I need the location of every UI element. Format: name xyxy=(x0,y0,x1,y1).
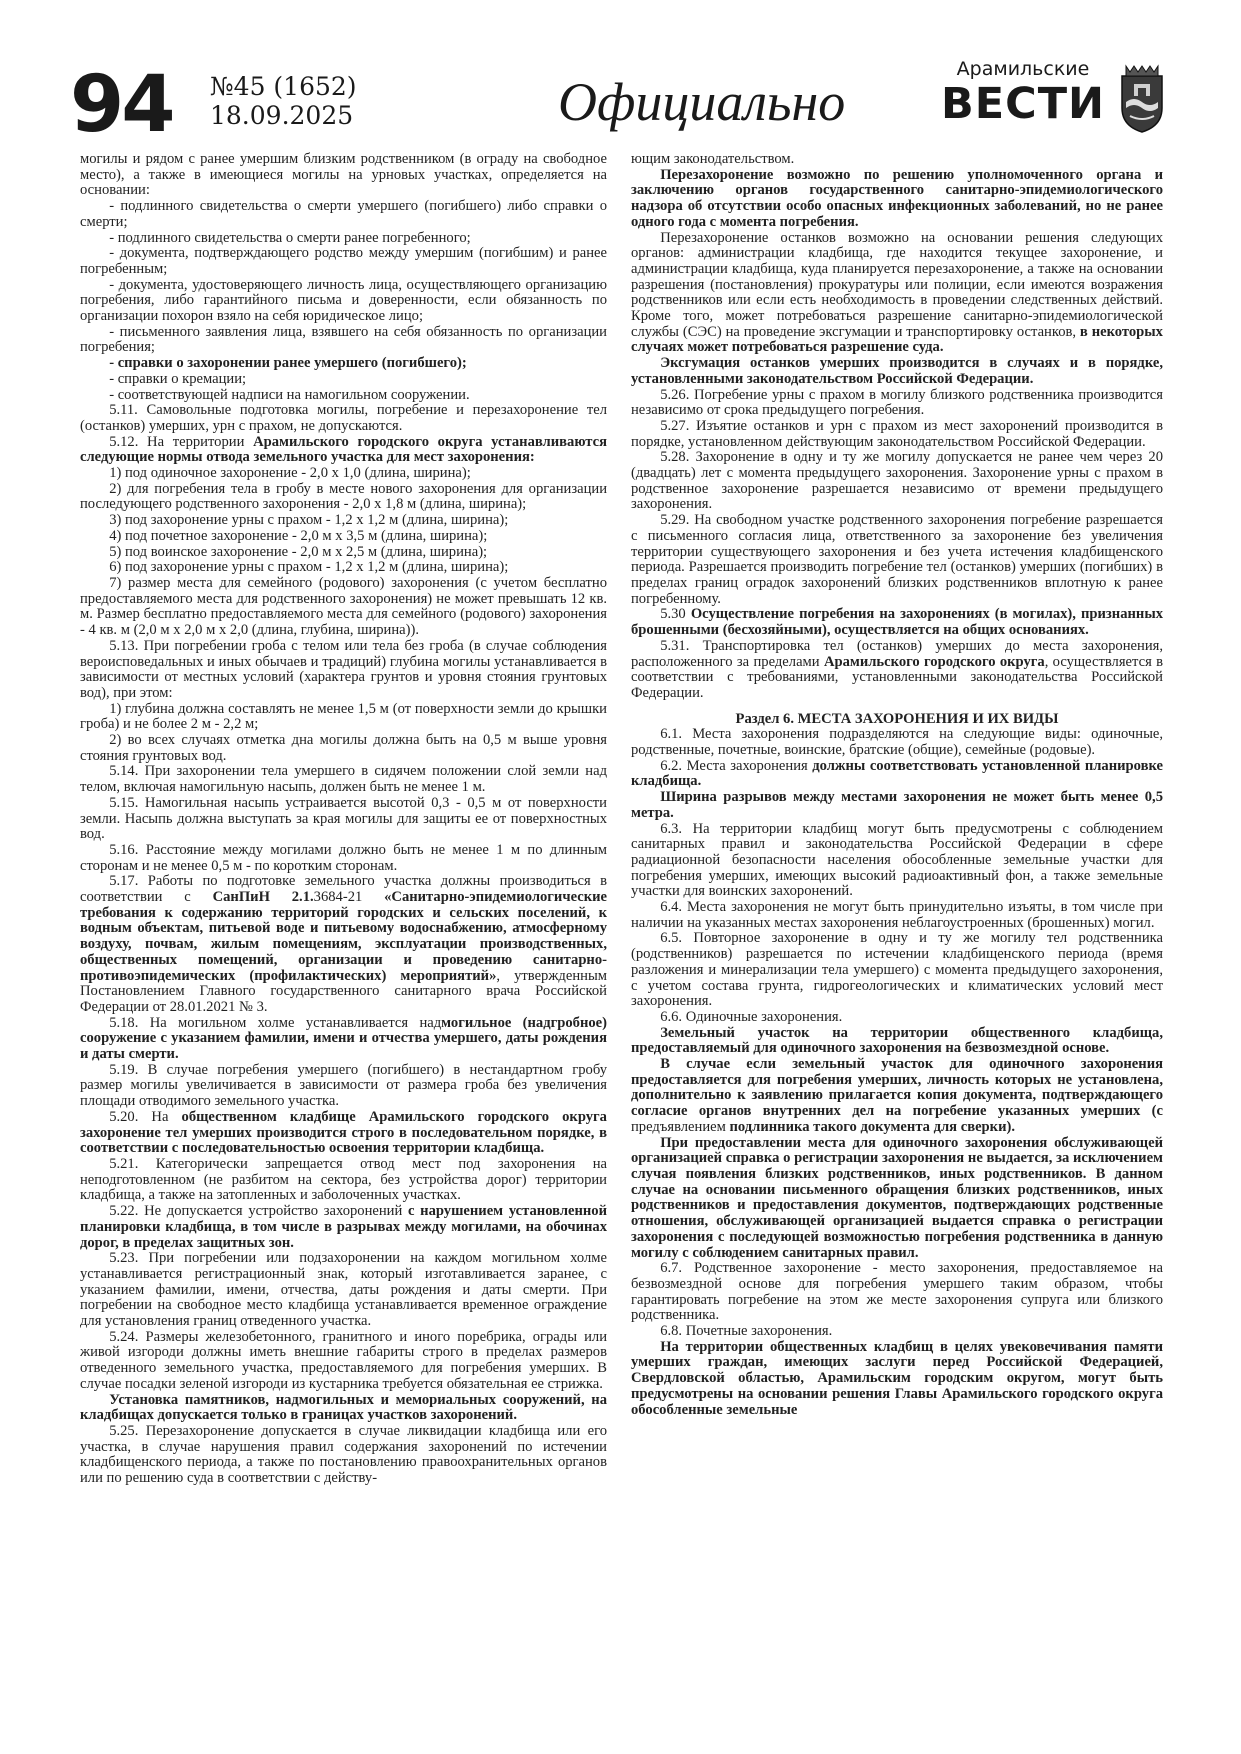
paragraph-emphasis: в некоторых случаях может потребоваться разрешение суда. xyxy=(631,323,1163,356)
paragraph-text: 5.30 xyxy=(660,606,691,623)
paragraph-text: Установка памятников, надмогильных и мемориальных сооружений, на кладбищах допускается только в границах участков захоронений. xyxy=(80,1391,607,1424)
paragraph-text: 5.15. Намогильная насыпь устраивается высотой 0,3 - 0,5 м от поверхности земли. Насыпь должна выступать за края могилы для защиты ее от поверхностных вод. xyxy=(80,794,607,843)
city-coat-of-arms-icon xyxy=(1118,62,1166,134)
paragraph xyxy=(80,278,607,325)
paragraph xyxy=(631,356,1163,387)
paragraph xyxy=(80,843,607,874)
paragraph-text: 5.25. Перезахоронение допускается в случае ликвидации кладбища или его участка, в случае нарушения правил содержания захоронений по истечении кладбищенского периода, а также по постановлению правоохранительных органов или по решению суда в соответствии с действу- xyxy=(80,1422,607,1487)
paragraph-text: 5.28. Захоронение в одну и ту же могилу допускается не ранее чем через 20 (двадцать) лет с момента предыдущего захоронения. Захоронение урны с прахом в родственное захоронение разрешается независимо от времени предыдущего захоронения. xyxy=(631,449,1163,513)
paragraph-text: 5.29. На свободном участке родственного захоронения погребение разрешается с письменного согласия лица, ответственного за захоронение без увеличения территории существующего захоронения и без учета истечения кладбищенского периода. Разрешается производить погребение тел (останков) умерших (погибших) в пределах границ оградок захоронений близких родственников вплотную к ранее погребенному. xyxy=(631,512,1163,607)
paragraph-text: 6.3. На территории кладбищ могут быть предусмотрены с соблюдением санитарных правил и законодательства Российской Федерации в сфере радиационной безопасности населения обособленные земельные участки для погребения умерших, имеющих высокий радиоактивный фон, а также земельные участки для воинских захоронений. xyxy=(631,820,1163,900)
paragraph xyxy=(631,1136,1163,1262)
paragraph-text: - справки о кремации; xyxy=(109,370,247,387)
paragraph-text: 6) под захоронение урны с прахом - 1,2 х 1,2 м (длина, ширина); xyxy=(109,559,509,576)
paragraph-text: 5.20. На xyxy=(109,1108,182,1125)
paragraph xyxy=(80,356,607,372)
paragraph xyxy=(80,796,607,843)
paragraph xyxy=(631,1010,1163,1026)
paragraph xyxy=(80,529,607,545)
section-heading: Раздел 6. МЕСТА ЗАХОРОНЕНИЯ И ИХ ВИДЫ xyxy=(735,710,1059,727)
paragraph-emphasis: «Санитарно-эпидемиологические требования к содержанию территорий городских и сельских поселений, к водным объектам, питьевой воде и питьевому водоснабжению, атмосферному воздуху, почвам, жилым помещениям, эксплуатации производственных, общественных помещений, организации и проведению санитарно-противоэпидемических (профилактических) мероприятий» xyxy=(80,889,607,984)
paragraph xyxy=(80,1393,607,1424)
paragraph-text: могилы и рядом с ранее умершим близким родственником (в ограду на свободное место), а также в имеющиеся могилы на урновых участках, определяется на основании: xyxy=(80,152,607,199)
paragraph xyxy=(80,513,607,529)
paragraph xyxy=(80,466,607,482)
paragraph-text: 5.19. В случае погребения умершего (погибшего) в нестандартном гробу размер могилы увеличивается в зависимости от размера гроба без увеличения площади отводимого земельного участка. xyxy=(80,1061,607,1110)
paragraph-text: 1) глубина должна составлять не менее 1,5 м (от поверхности земли до крышки гроба) и не более 2 м - 2,2 м; xyxy=(80,700,607,733)
paragraph-text: - справки о захоронении ранее умершего (погибшего); xyxy=(109,355,467,372)
left-text-column xyxy=(80,152,607,1740)
paragraph xyxy=(631,931,1163,1010)
paragraph-text: Земельный участок на территории общественного кладбища, предоставляемый для одиночного захоронения на безвозмездной основе. xyxy=(631,1024,1163,1057)
right-text-column xyxy=(631,152,1163,1740)
paragraph-emphasis: СанПиН 2.1. xyxy=(212,889,314,906)
paragraph xyxy=(80,1251,607,1330)
paragraph-text: 5.18. На могильном холме устанавливается над xyxy=(109,1014,442,1031)
paragraph-text: Перезахоронение останков возможно на основании решения следующих органов: администрации кладбища, где находится текущее захоронение, и администрации кладбища, куда планируется перезахоронение, а также на основании разрешения (постановления) прокуратуры или полиции, если имеются возражения родственников или если есть необходимость в проведении следственных действий. Кроме того, может потребоваться разрешение санитарно-эпидемиологической службы (СЭС) на проведение эксгумации и транспортировку останков, xyxy=(631,229,1163,340)
paragraph-text: 7) размер места для семейного (родового) захоронения (с учетом бесплатно предоставляемого места для родственного захоронения) не может превышать 12 кв. м. Размер бесплатно предоставляемого места для семейного (родового) захоронения - 4 кв. м (2,0 м х 2,0 м х 2,0 (длина, глубина, ширина)). xyxy=(80,574,607,639)
paragraph xyxy=(80,545,607,561)
paragraph xyxy=(631,607,1163,638)
paragraph-text: предъявлением xyxy=(631,1118,730,1135)
paragraph-text: 3) под захоронение урны с прахом - 1,2 х 1,2 м (длина, ширина); xyxy=(109,512,509,529)
paragraph-text: 6.6. Одиночные захоронения. xyxy=(660,1008,843,1025)
newspaper-logo xyxy=(938,58,1170,138)
paragraph-emphasis: могильное (надгробное) сооружение с указанием фамилии, имени и отчества умершего, даты рождения и даты смерти. xyxy=(80,1014,607,1063)
paragraph-emphasis: Арамильского городского округа xyxy=(823,653,1045,670)
paragraph xyxy=(80,246,607,277)
paragraph-text: 5.17. Работы по подготовке земельного участка должны производиться в соответствии с xyxy=(80,873,607,906)
paragraph-emphasis: должны соответствовать установленной планировке кладбища. xyxy=(631,757,1163,790)
paragraph xyxy=(80,325,607,356)
paragraph-text: Эксгумация останков умерших производится в случаях и в порядке, установленными законодательством Российской Федерации. xyxy=(631,355,1163,387)
paragraph xyxy=(80,231,607,247)
paragraph-text: 6.4. Места захоронения не могут быть принудительно изъяты, в том числе при наличии на указанных местах захоронения неблагоустроенных (брошенных) могил. xyxy=(631,899,1163,931)
issue-info xyxy=(210,72,357,130)
issue-date: 18.09.2025 xyxy=(210,101,354,130)
paragraph-text: 5.24. Размеры железобетонного, гранитного и иного поребрика, ограды или живой изгороди должны иметь внешние габариты строго в пределах размеров отведенного земельного участка, предоставляемого для погребения умерших. В случае посадки зеленой изгороди из кустарника требуется обязательная ее стрижка. xyxy=(80,1328,607,1392)
paragraph xyxy=(80,388,607,404)
paragraph xyxy=(80,1204,607,1251)
paragraph-text: 5.31. Транспортировка тел (останков) умерших до места захоронения, расположенного за пределами xyxy=(631,637,1163,670)
paragraph-text: - соответствующей надписи на намогильном сооружении. xyxy=(109,386,470,403)
paragraph xyxy=(631,152,1163,168)
paragraph xyxy=(631,759,1163,790)
paragraph xyxy=(80,1330,607,1393)
paragraph-text: - подлинного свидетельства о смерти умершего (погибшего) либо справки о смерти; xyxy=(80,198,607,230)
paragraph-text: 6.8. Почетные захоронения. xyxy=(660,1323,833,1340)
paragraph xyxy=(80,560,607,576)
paragraph xyxy=(631,790,1163,821)
paragraph-text: 5.21. Категорически запрещается отвод мест под захоронения на неподготовленном (не разбитом на сектора, без устройства дорог) территории кладбища, а также на затопленных и заболоченных участках. xyxy=(80,1156,607,1204)
paragraph-text: - письменного заявления лица, взявшего на себя обязанность по организации погребения; xyxy=(80,323,607,356)
paragraph xyxy=(80,1063,607,1110)
paragraph-text: , осуществляется в соответствии с требованиями, установленными законодательства Российской Федерации. xyxy=(631,653,1163,701)
paragraph-text: 2) для погребения тела в гробу в месте нового захоронения для организации последующего родственного захоронения - 2,0 х 1,8 м (длина, ширина); xyxy=(80,480,607,513)
paragraph xyxy=(80,1110,607,1157)
paragraph-text: 5.13. При погребении гроба с телом или тела без гроба (в случае соблюдения вероисповедальных и иных обычаев и традиций) глубина могилы устанавливается в зависимости от местных условий (характера грунтов и уровня стояния грунтовых вод), при этом: xyxy=(80,637,607,701)
paragraph-text: ющим законодательством. xyxy=(631,152,795,167)
paragraph-text: 5) под воинское захоронение - 2,0 м х 2,5 м (длина, ширина); xyxy=(109,543,488,560)
paragraph xyxy=(80,764,607,795)
paragraph-text: 6.5. Повторное захоронение в одну и ту же могилу тел родственника (родственников) разрешается по истечении кладбищенского периода (время разложения и минерализации тела умершего) с момента предыдущего захоронения, с учетом состава грунта, гидрогеологических и климатических условий мест захоронения. xyxy=(631,930,1163,1010)
paragraph xyxy=(631,419,1163,450)
paragraph-text: 5.22. Не допускается устройство захоронений xyxy=(109,1203,408,1220)
paragraph xyxy=(80,639,607,702)
paragraph xyxy=(80,372,607,388)
paragraph-text: 1) под одиночное захоронение - 2,0 х 1,0 (длина, ширина); xyxy=(109,465,471,482)
paragraph-text: На территории общественных кладбищ в целях увековечивания памяти умерших граждан, имеющих заслуги перед Российской Федерацией, Свердловской областью, Арамильским городским округом, могут быть предусмотрены на основании решения Главы Арамильского городского округа обособленные земельные xyxy=(631,1338,1163,1418)
paragraph-text: При предоставлении места для одиночного захоронения обслуживающей организацией справка о регистрации захоронения не выдается, за исключением случая появления близких родственников, иных родственников. В данном случае на основании письменного обращения близких родственников, иных родственников и предоставления документов, подтверждающих родственные отношения, обслуживающей организацией выдается справка о регистрации захоронения с последующей возможностью погребения родственника в данную могилу с соблюдением санитарных правил. xyxy=(631,1134,1163,1261)
paragraph-text: - документа, подтверждающего родство между умершим (погибшим) и ранее погребенным; xyxy=(80,245,607,277)
paragraph-text: 5.11. Самовольные подготовка могилы, погребение и перезахоронение тел (останков) умерших, урн с прахом, не допускаются. xyxy=(80,402,607,434)
paragraph-text: 5.16. Расстояние между могилами должно быть не менее 1 м по длинным сторонам и не менее 0,5 м - по коротким сторонам. xyxy=(80,841,607,874)
paragraph-text: 5.27. Изъятие останков и урн с прахом из мест захоронений производится в порядке, установленном действующим законодательством Российской Федерации. xyxy=(631,417,1163,450)
section-title: Официально xyxy=(558,72,846,132)
paragraph xyxy=(631,513,1163,607)
paragraph-text: 5.23. При погребении или подзахоронении на каждом могильном холме устанавливается регистрационный знак, который изготавливается заранее, с указанием фамилии, имени, отчества, даты рождения и даты смерти. При погребении на свободное место кладбища устанавливается временное ограждение для установления границ отведенного участка. xyxy=(80,1250,607,1330)
paragraph-text: 6.2. Места захоронения xyxy=(660,757,813,774)
paragraph-text: - подлинного свидетельства о смерти ранее погребенного; xyxy=(109,229,471,246)
paragraph-emphasis: подлинника такого документа для сверки). xyxy=(729,1118,1015,1135)
logo-top-text: Арамильские xyxy=(956,58,1090,80)
paragraph-text: 2) во всех случаях отметка дна могилы должна быть на 0,5 м выше уровня стояния грунтовых вод. xyxy=(80,732,607,764)
paragraph-emphasis: Арамильского городского округа устанавливаются следующие нормы отвода земельного участка для мест захоронения: xyxy=(80,433,607,466)
paragraph xyxy=(631,450,1163,513)
paragraph-text: - документа, удостоверяющего личность лица, осуществляющего организацию погребения, либо гарантийного письма и доверенности, если обязанность по организации похорон взяло на себя юридическое лицо; xyxy=(80,276,607,325)
paragraph xyxy=(631,822,1163,901)
paragraph-emphasis: Осуществление погребения на захоронениях (в могилах), признанных брошенными (бесхозяйными), осуществляется на общих основаниях. xyxy=(631,606,1163,639)
paragraph xyxy=(631,1324,1163,1340)
paragraph xyxy=(80,435,607,466)
paragraph-text: Ширина разрывов между местами захоронения не может быть менее 0,5 метра. xyxy=(631,789,1163,821)
paragraph-text: 5.12. На территории xyxy=(109,433,254,450)
page-number: 94 xyxy=(70,60,173,150)
paragraph-text: , утвержденным Постановлением Главного государственного санитарного врача Российской Федерации от 28.01.2021 № 3. xyxy=(80,967,607,1015)
paragraph xyxy=(80,152,607,199)
paragraph xyxy=(80,1016,607,1063)
paragraph xyxy=(631,1057,1163,1136)
paragraph-text: В случае если земельный участок для одиночного захоронения предоставляется для погребения умерших, личность которых не установлена, дополнительно к заявлению прилагается копия документа, подтверждающего согласие органов внутренних дел на погребение указанных умерших (с xyxy=(631,1056,1163,1120)
paragraph xyxy=(631,1340,1163,1419)
paragraph xyxy=(631,231,1163,357)
paragraph xyxy=(80,702,607,733)
logo-main-text: ВЕСТИ xyxy=(940,79,1106,129)
paragraph xyxy=(80,874,607,1015)
paragraph-text: 6.7. Родственное захоронение - место захоронения, предоставляемое на безвозмездной основе для погребения умершего таким образом, чтобы гарантировать погребение на этом же месте захоронения супруга или близкого родственника. xyxy=(631,1260,1163,1324)
paragraph-text: 6.1. Места захоронения подразделяются на следующие виды: одиночные, родственные, почетные, воинские, братские (общие), семейные (родовые). xyxy=(631,726,1163,759)
paragraph-emphasis: с нарушением установленной планировки кладбища, в том числе в разрывах между могилами, на обочинах дорог, в пределах защитных зон. xyxy=(80,1203,607,1251)
paragraph xyxy=(631,900,1163,931)
paragraph xyxy=(80,576,607,639)
issue-number: №45 (1652) xyxy=(210,72,357,101)
paragraph-text: 4) под почетное захоронение - 2,0 м х 3,5 м (длина, ширина); xyxy=(109,527,488,544)
paragraph xyxy=(80,482,607,513)
paragraph xyxy=(631,639,1163,702)
paragraph xyxy=(80,733,607,764)
paragraph-emphasis: общественном кладбище Арамильского городского округа захоронение тел умерших производится строго в последовательном порядке, в соответствии с последовательностью освоения территории кладбища. xyxy=(80,1108,607,1157)
paragraph-text: 5.14. При захоронении тела умершего в сидячем положении слой земли над телом, включая намогильную насыпь, должен быть не менее 1 м. xyxy=(80,763,607,796)
paragraph xyxy=(80,199,607,230)
paragraph xyxy=(631,1261,1163,1324)
paragraph-text: 5.26. Погребение урны с прахом в могилу близкого родственника производится независимо от срока предыдущего погребения. xyxy=(631,386,1163,419)
paragraph-text: Перезахоронение возможно по решению уполномоченного органа и заключению органов государственного санитарно-эпидемиологического надзора об отсутствии особо опасных инфекционных заболеваний, но не ранее одного года с момента погребения. xyxy=(631,166,1163,230)
paragraph xyxy=(631,1026,1163,1057)
paragraph xyxy=(631,727,1163,758)
paragraph xyxy=(631,388,1163,419)
paragraph xyxy=(80,1424,607,1487)
paragraph-text: 3684-21 xyxy=(313,889,385,906)
paragraph xyxy=(80,1157,607,1204)
paragraph xyxy=(631,168,1163,231)
paragraph xyxy=(80,403,607,434)
